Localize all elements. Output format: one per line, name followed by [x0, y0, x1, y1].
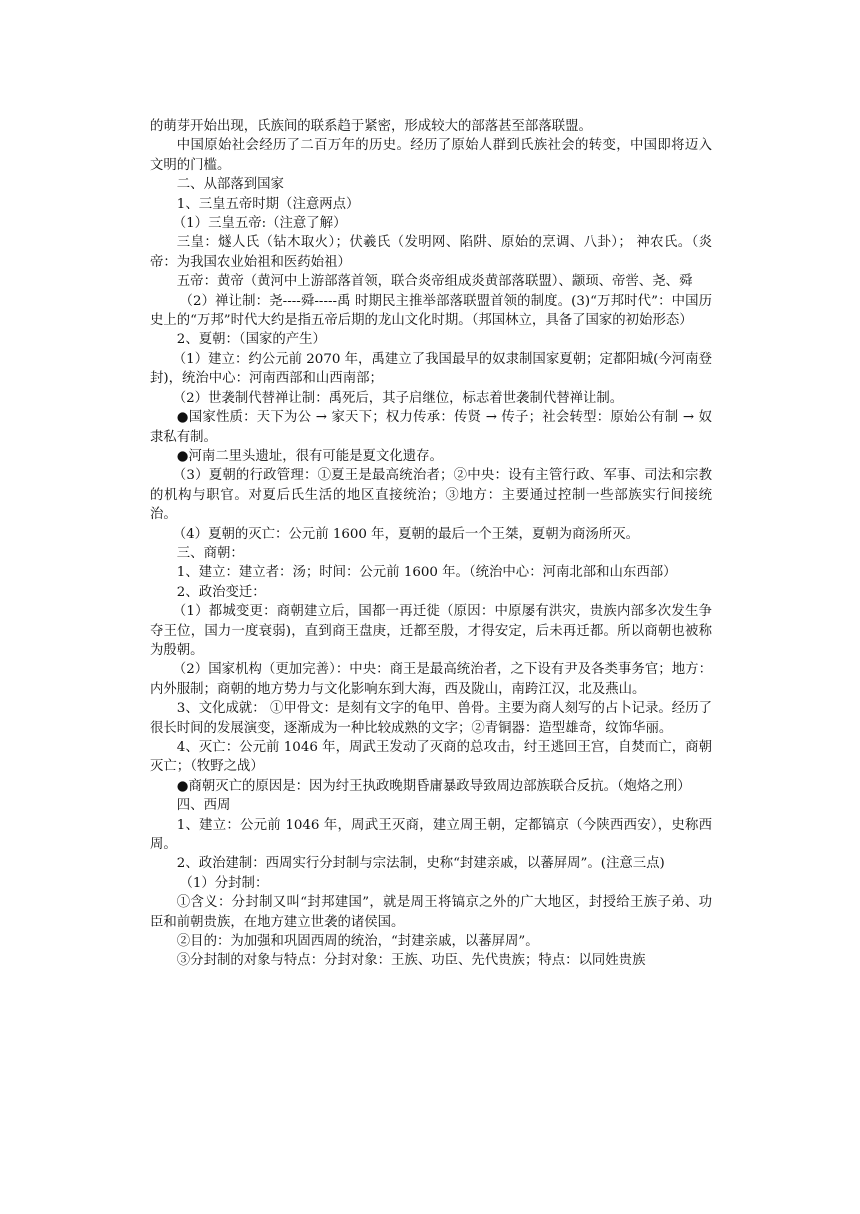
paragraph-enfeoffment-objects: ③分封制的对象与特点：分封对象：王族、功臣、先代贵族；特点：以同姓贵族 — [176, 953, 646, 969]
paragraph-abdication-system: （2）禅让制：尧----舜-----禹 时期民主推举部落联盟首领的制度。(3)“万邦时代”：中国历史上的“万邦”时代大约是指五帝后期的龙山文化时期。（邦国林立，具备了国家的初始形态） — [150, 293, 712, 329]
paragraph-primitive-society: 中国原始社会经历了二百万年的历史。经历了原始人群到氏族社会的转变，中国即将迈入文明的门槛。 — [150, 138, 712, 173]
bullet-erlitou-site: ●河南二里头遗址，很有可能是夏文化遗存。 — [176, 448, 443, 464]
subheading-three-sovereigns-period: 1、三皇五帝时期（注意两点） — [176, 196, 360, 212]
paragraph-three-sovereigns: 三皇：燧人氏（钻木取火）；伏羲氏（发明网、陷阱、原始的烹调、八卦）； 神农氏。（炎帝：为我国农业始祖和医药始祖） — [150, 235, 712, 270]
paragraph-zhou-founding: 1、建立：公元前 1046 年，周武王灭商，建立周王朝，定都镐京（今陕西西安），史称西周。 — [150, 817, 712, 853]
section-heading-western-zhou: 四、西周 — [176, 798, 231, 814]
bullet-state-nature: ●国家性质：天下为公 → 家天下；权力传承：传贤 → 传子；社会转型：原始公有制 → 奴隶私有制。 — [150, 410, 712, 445]
paragraph-enfeoffment-meaning: ①含义：分封制又叫“封邦建国”，就是周王将镐京之外的广大地区，封授给王族子弟、功臣和前朝贵族，在地方建立世袭的诸侯国。 — [150, 895, 712, 930]
paragraph-hereditary-system: （2）世袭制代替禅让制：禹死后，其子启继位，标志着世袭制代替禅让制。 — [172, 390, 624, 406]
subheading-xia-dynasty: 2、夏朝：（国家的产生） — [176, 332, 326, 348]
paragraph-state-institutions: （2）国家机构（更加完善）：中央：商王是最高统治者，之下设有尹及各类事务官；地方：内外服制；商朝的地方势力与文化影响东到大海，西及陇山，南跨江汉，北及燕山。 — [150, 662, 712, 697]
bullet-shang-fall-reason: ●商朝灭亡的原因是：因为纣王执政晚期昏庸暴政导致周边部族联合反抗。（炮烙之刑） — [176, 778, 691, 794]
item-three-sovereigns-five-emperors: （1）三皇五帝:（注意了解） — [172, 216, 347, 232]
paragraph-five-emperors: 五帝：黄帝（黄河中上游部落首领，联合炎帝组成炎黄部落联盟）、颛顼、帝喾、尧、舜 — [176, 274, 693, 290]
section-heading-shang-dynasty: 三、商朝： — [176, 545, 244, 561]
paragraph-xia-founding: （1）建立：约公元前 2070 年，禹建立了我国最早的奴隶制国家夏朝；定都阳城(今河南登封)，统治中心：河南西部和山西南部； — [150, 351, 712, 387]
paragraph-capital-changes: （1）都城变更：商朝建立后，国都一再迁徙（原因：中原屡有洪灾，贵族内部多次发生争夺王位，国力一度衰弱)，直到商王盘庚，迁都至殷，才得安定，后未再迁都。所以商朝也被称为殷朝。 — [150, 604, 712, 658]
section-heading-tribe-to-state: 二、从部落到国家 — [176, 177, 284, 193]
document-page — [150, 117, 712, 971]
paragraph-clan-alliance: 的萌芽开始出现，氏族间的联系趋于紧密，形成较大的部落甚至部落联盟。 — [150, 119, 592, 134]
paragraph-cultural-achievements: 3、文化成就： ①甲骨文：是刻有文字的龟甲、兽骨。主要为商人刻写的占卜记录。经历了很长时间的发展演变，逐渐成为一种比较成熟的文字；②青铜器：造型雄奇，纹饰华丽。 — [150, 701, 712, 736]
paragraph-xia-fall: （4）夏朝的灭亡：公元前 1600 年，夏朝的最后一个王桀，夏朝为商汤所灭。 — [172, 526, 639, 542]
subheading-political-changes: 2、政治变迁： — [176, 584, 266, 600]
paragraph-shang-fall: 4、灭亡：公元前 1046 年，周武王发动了灭商的总攻击，纣王逃回王宫，自焚而亡，商朝灭亡；（牧野之战） — [150, 740, 712, 775]
paragraph-zhou-political-system: 2、政治建制：西周实行分封制与宗法制，史称“封建亲戚，以蕃屏周”。(注意三点) — [176, 856, 665, 872]
paragraph-enfeoffment-purpose: ②目的：为加强和巩固西周的统治，“封建亲戚，以蕃屏周”。 — [176, 934, 539, 950]
subheading-enfeoffment-system: （1）分封制： — [179, 875, 269, 891]
paragraph-shang-founding: 1、建立：建立者：汤；时间：公元前 1600 年。（统治中心：河南北部和山东西部） — [176, 565, 677, 581]
paragraph-xia-administration: （3）夏朝的行政管理：①夏王是最高统治者；②中央：设有主管行政、军事、司法和宗教的机构与职官。对夏后氏生活的地区直接统治；③地方：主要通过控制一些部族实行间接统治。 — [150, 468, 712, 523]
